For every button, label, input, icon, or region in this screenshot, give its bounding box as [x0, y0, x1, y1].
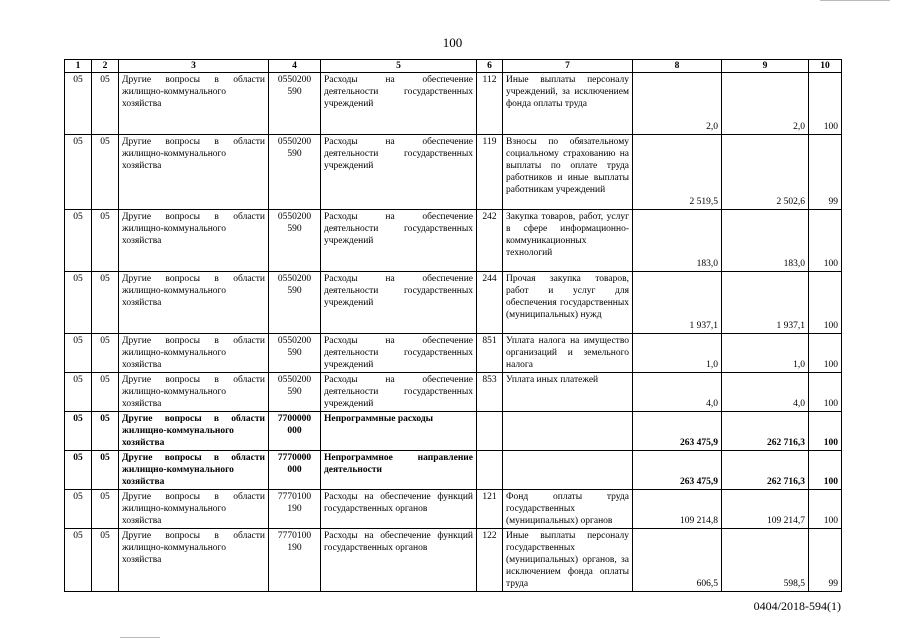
executed-amount-cell: 598,5 — [722, 529, 809, 592]
expense-name-cell: Расходы на обеспечение деятельности государственных учреждений — [321, 135, 477, 210]
subsection-code-cell: 05 — [92, 210, 119, 272]
section-code-cell: 05 — [65, 529, 92, 592]
subsection-code-cell: 05 — [92, 272, 119, 334]
planned-amount-cell: 109 214,8 — [633, 490, 722, 529]
target-article-code-cell: 7770100 190 — [269, 490, 321, 529]
expense-type-code-cell: 122 — [477, 529, 503, 592]
page-number: 100 — [442, 35, 463, 50]
table-header-row — [65, 60, 842, 73]
section-name-cell: Другие вопросы в области жилищно-коммунального хозяйства — [119, 210, 269, 272]
section-name-cell: Другие вопросы в области жилищно-коммунального хозяйства — [119, 451, 269, 490]
target-article-code-cell: 0550200 590 — [269, 334, 321, 373]
execution-percent-cell: 99 — [809, 529, 842, 592]
table-row — [65, 210, 842, 272]
section-code-cell: 05 — [65, 210, 92, 272]
execution-percent-cell: 100 — [809, 451, 842, 490]
section-code-cell: 05 — [65, 334, 92, 373]
execution-percent-cell: 100 — [809, 490, 842, 529]
subsection-code-cell: 05 — [92, 334, 119, 373]
header-cell: 10 — [809, 60, 842, 73]
executed-amount-cell: 262 716,3 — [722, 451, 809, 490]
subsection-code-cell: 05 — [92, 373, 119, 412]
table-row — [65, 451, 842, 490]
header-cell: 6 — [477, 60, 503, 73]
planned-amount-cell: 263 475,9 — [633, 451, 722, 490]
execution-percent-cell: 99 — [809, 135, 842, 210]
expense-name-cell: Расходы на обеспечение функций государственных органов — [321, 529, 477, 592]
header-cell: 1 — [65, 60, 92, 73]
section-code-cell: 05 — [65, 412, 92, 451]
header-cell: 2 — [92, 60, 119, 73]
table-row — [65, 490, 842, 529]
section-name-cell: Другие вопросы в области жилищно-коммунального хозяйства — [119, 272, 269, 334]
section-name-cell: Другие вопросы в области жилищно-коммунального хозяйства — [119, 135, 269, 210]
expense-type-code-cell: 244 — [477, 272, 503, 334]
planned-amount-cell: 183,0 — [633, 210, 722, 272]
expense-name-cell: Непрограммное направление деятельности — [321, 451, 477, 490]
expense-type-name-cell: Прочая закупка товаров, работ и услуг для обеспечения государственных (муниципальных) нужд — [503, 272, 633, 334]
expense-type-code-cell: 119 — [477, 135, 503, 210]
expense-type-code-cell — [477, 412, 503, 451]
subsection-code-cell: 05 — [92, 490, 119, 529]
expense-type-code-cell — [477, 451, 503, 490]
expense-name-cell: Расходы на обеспечение деятельности государственных учреждений — [321, 272, 477, 334]
expense-type-name-cell: Закупка товаров, работ, услуг в сфере информационно-коммуникационных технологий — [503, 210, 633, 272]
executed-amount-cell: 1 937,1 — [722, 272, 809, 334]
scan-edge — [120, 637, 160, 638]
table-row — [65, 73, 842, 135]
section-code-cell: 05 — [65, 135, 92, 210]
planned-amount-cell: 2,0 — [633, 73, 722, 135]
executed-amount-cell: 109 214,7 — [722, 490, 809, 529]
expense-name-cell: Расходы на обеспечение функций государственных органов — [321, 490, 477, 529]
planned-amount-cell: 1,0 — [633, 334, 722, 373]
section-code-cell: 05 — [65, 73, 92, 135]
table-row — [65, 272, 842, 334]
expense-type-name-cell: Фонд оплаты труда государственных (муниципальных) органов — [503, 490, 633, 529]
planned-amount-cell: 263 475,9 — [633, 412, 722, 451]
expense-type-code-cell: 853 — [477, 373, 503, 412]
header-cell: 4 — [269, 60, 321, 73]
expense-type-name-cell: Уплата иных платежей — [503, 373, 633, 412]
header-cell: 3 — [119, 60, 269, 73]
planned-amount-cell: 2 519,5 — [633, 135, 722, 210]
header-cell: 7 — [503, 60, 633, 73]
executed-amount-cell: 183,0 — [722, 210, 809, 272]
table-row — [65, 135, 842, 210]
table-row — [65, 529, 842, 592]
execution-percent-cell: 100 — [809, 373, 842, 412]
expense-name-cell: Расходы на обеспечение деятельности государственных учреждений — [321, 373, 477, 412]
planned-amount-cell: 4,0 — [633, 373, 722, 412]
expense-name-cell: Непрограммные расходы — [321, 412, 477, 451]
expense-type-name-cell — [503, 412, 633, 451]
section-name-cell: Другие вопросы в области жилищно-коммунального хозяйства — [119, 373, 269, 412]
execution-percent-cell: 100 — [809, 272, 842, 334]
executed-amount-cell: 262 716,3 — [722, 412, 809, 451]
executed-amount-cell: 1,0 — [722, 334, 809, 373]
section-name-cell: Другие вопросы в области жилищно-коммунального хозяйства — [119, 490, 269, 529]
target-article-code-cell: 0550200 590 — [269, 135, 321, 210]
subsection-code-cell: 05 — [92, 412, 119, 451]
expense-type-name-cell: Взносы по обязательному социальному страхованию на выплаты по оплате труда работников и иные выплаты работникам учреждений — [503, 135, 633, 210]
expense-type-code-cell: 121 — [477, 490, 503, 529]
expense-name-cell: Расходы на обеспечение деятельности государственных учреждений — [321, 73, 477, 135]
target-article-code-cell: 0550200 590 — [269, 373, 321, 412]
section-name-cell: Другие вопросы в области жилищно-коммунального хозяйства — [119, 412, 269, 451]
executed-amount-cell: 4,0 — [722, 373, 809, 412]
subsection-code-cell: 05 — [92, 73, 119, 135]
target-article-code-cell: 0550200 590 — [269, 73, 321, 135]
header-cell: 5 — [321, 60, 477, 73]
expense-type-code-cell: 112 — [477, 73, 503, 135]
section-code-cell: 05 — [65, 373, 92, 412]
target-article-code-cell: 7770100 190 — [269, 529, 321, 592]
expense-type-name-cell: Уплата налога на имущество организаций и земельного налога — [503, 334, 633, 373]
execution-percent-cell: 100 — [809, 210, 842, 272]
document-id: 0404/2018-594(1) — [753, 599, 841, 613]
section-code-cell: 05 — [65, 272, 92, 334]
execution-percent-cell: 100 — [809, 73, 842, 135]
execution-percent-cell: 100 — [809, 334, 842, 373]
subsection-code-cell: 05 — [92, 529, 119, 592]
section-name-cell: Другие вопросы в области жилищно-коммунального хозяйства — [119, 73, 269, 135]
budget-table — [64, 59, 842, 592]
subsection-code-cell: 05 — [92, 135, 119, 210]
section-code-cell: 05 — [65, 490, 92, 529]
scan-edge — [820, 0, 890, 1]
header-cell: 8 — [633, 60, 722, 73]
target-article-code-cell: 7700000 000 — [269, 412, 321, 451]
execution-percent-cell: 100 — [809, 412, 842, 451]
header-cell: 9 — [722, 60, 809, 73]
table-row — [65, 373, 842, 412]
section-name-cell: Другие вопросы в области жилищно-коммунального хозяйства — [119, 529, 269, 592]
table-row — [65, 412, 842, 451]
expense-type-code-cell: 851 — [477, 334, 503, 373]
expense-name-cell: Расходы на обеспечение деятельности государственных учреждений — [321, 210, 477, 272]
executed-amount-cell: 2 502,6 — [722, 135, 809, 210]
target-article-code-cell: 7770000 000 — [269, 451, 321, 490]
section-name-cell: Другие вопросы в области жилищно-коммунального хозяйства — [119, 334, 269, 373]
expense-type-name-cell: Иные выплаты персоналу государственных (муниципальных) органов, за исключением фонда оплаты труда — [503, 529, 633, 592]
expense-type-name-cell — [503, 451, 633, 490]
expense-name-cell: Расходы на обеспечение деятельности государственных учреждений — [321, 334, 477, 373]
expense-type-name-cell: Иные выплаты персоналу учреждений, за исключением фонда оплаты труда — [503, 73, 633, 135]
planned-amount-cell: 606,5 — [633, 529, 722, 592]
executed-amount-cell: 2,0 — [722, 73, 809, 135]
target-article-code-cell: 0550200 590 — [269, 272, 321, 334]
subsection-code-cell: 05 — [92, 451, 119, 490]
expense-type-code-cell: 242 — [477, 210, 503, 272]
planned-amount-cell: 1 937,1 — [633, 272, 722, 334]
section-code-cell: 05 — [65, 451, 92, 490]
table-row — [65, 334, 842, 373]
target-article-code-cell: 0550200 590 — [269, 210, 321, 272]
